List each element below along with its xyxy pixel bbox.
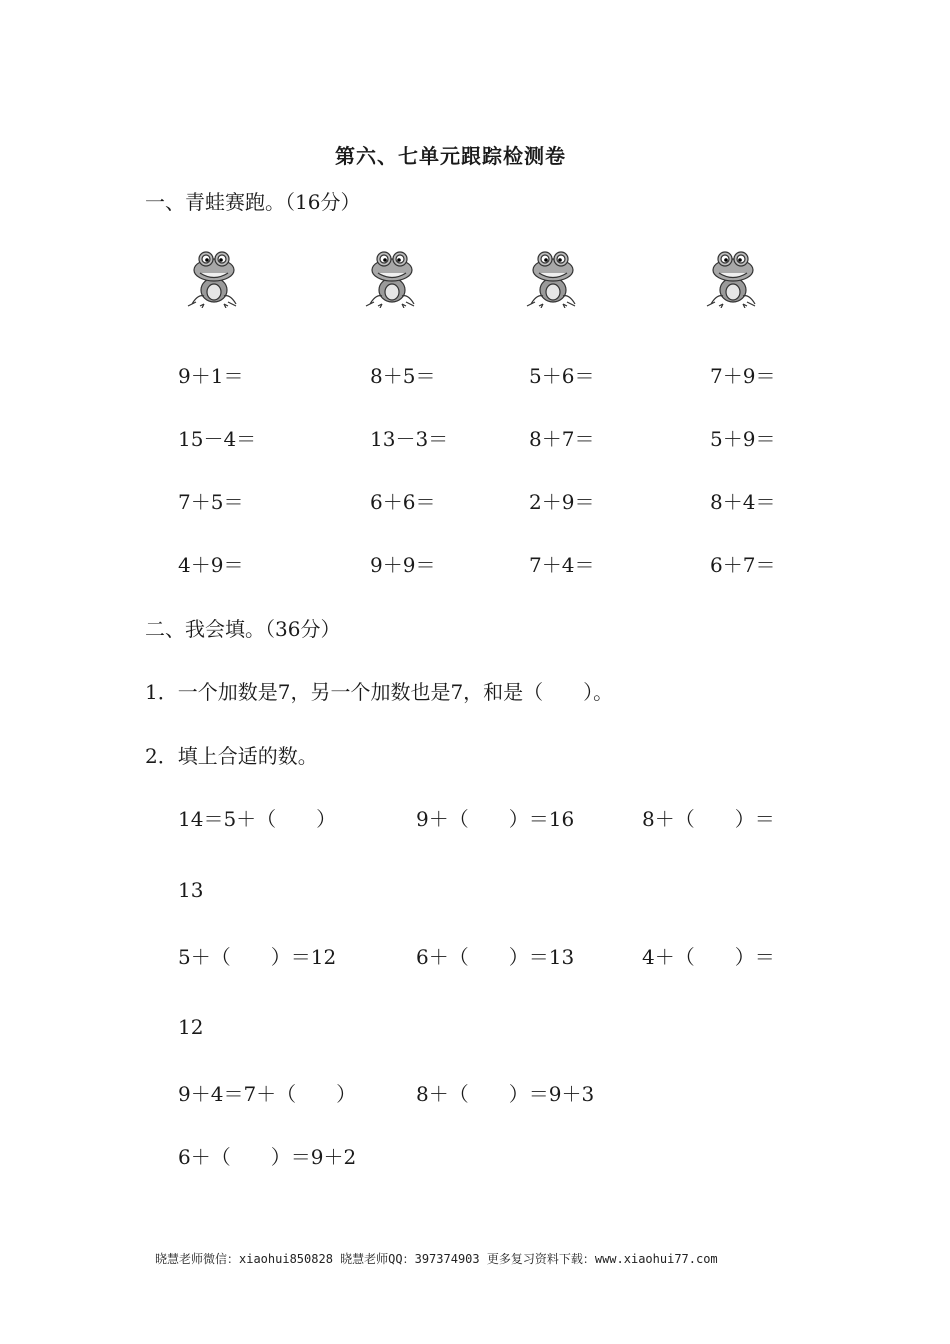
section2-heading: 二、我会填。（36分） bbox=[145, 617, 341, 641]
equation: 2＋9＝ bbox=[529, 490, 595, 514]
fill-blank: 8＋（ ）＝9＋3 bbox=[416, 1082, 595, 1106]
equation: 8＋7＝ bbox=[529, 427, 595, 451]
fill-blank: 9＋（ ）＝16 bbox=[416, 807, 575, 831]
fill-blank: 9＋4＝7＋（ ） bbox=[178, 1082, 357, 1106]
equation: 8＋4＝ bbox=[710, 490, 776, 514]
equation: 13－3＝ bbox=[370, 427, 449, 451]
fill-blank: 8＋（ ）＝ bbox=[642, 807, 775, 831]
equation: 9＋9＝ bbox=[370, 553, 436, 577]
equation: 9＋1＝ bbox=[178, 364, 244, 388]
fill-blank-wrap: 12 bbox=[178, 1015, 204, 1039]
equation: 8＋5＝ bbox=[370, 364, 436, 388]
fill-blank: 14＝5＋（ ） bbox=[178, 807, 337, 831]
section1-heading: 一、青蛙赛跑。（16分） bbox=[145, 190, 361, 214]
page-title: 第六、七单元跟踪检测卷 bbox=[335, 144, 566, 168]
frog-icon bbox=[525, 248, 581, 308]
equation: 4＋9＝ bbox=[178, 553, 244, 577]
frog-icon bbox=[186, 248, 242, 308]
frog-icon bbox=[705, 248, 761, 308]
fill-blank: 4＋（ ）＝ bbox=[642, 945, 775, 969]
equation: 6＋7＝ bbox=[710, 553, 776, 577]
equation: 5＋6＝ bbox=[529, 364, 595, 388]
equation: 7＋9＝ bbox=[710, 364, 776, 388]
fill-blank-wrap: 13 bbox=[178, 878, 204, 902]
fill-blank: 6＋（ ）＝9＋2 bbox=[178, 1145, 357, 1169]
equation: 15－4＝ bbox=[178, 427, 257, 451]
equation: 7＋4＝ bbox=[529, 553, 595, 577]
equation: 7＋5＝ bbox=[178, 490, 244, 514]
equation: 6＋6＝ bbox=[370, 490, 436, 514]
question-1: 1．一个加数是7，另一个加数也是7，和是（ ）。 bbox=[145, 680, 614, 704]
fill-blank: 5＋（ ）＝12 bbox=[178, 945, 337, 969]
footer-note: 晓慧老师微信：xiaohui850828 晓慧老师QQ：397374903 更多复习资料下载：www.xiaohui77.com bbox=[155, 1252, 718, 1266]
fill-blank: 6＋（ ）＝13 bbox=[416, 945, 575, 969]
frog-icon bbox=[364, 248, 420, 308]
equation: 5＋9＝ bbox=[710, 427, 776, 451]
question-2: 2．填上合适的数。 bbox=[145, 744, 318, 768]
